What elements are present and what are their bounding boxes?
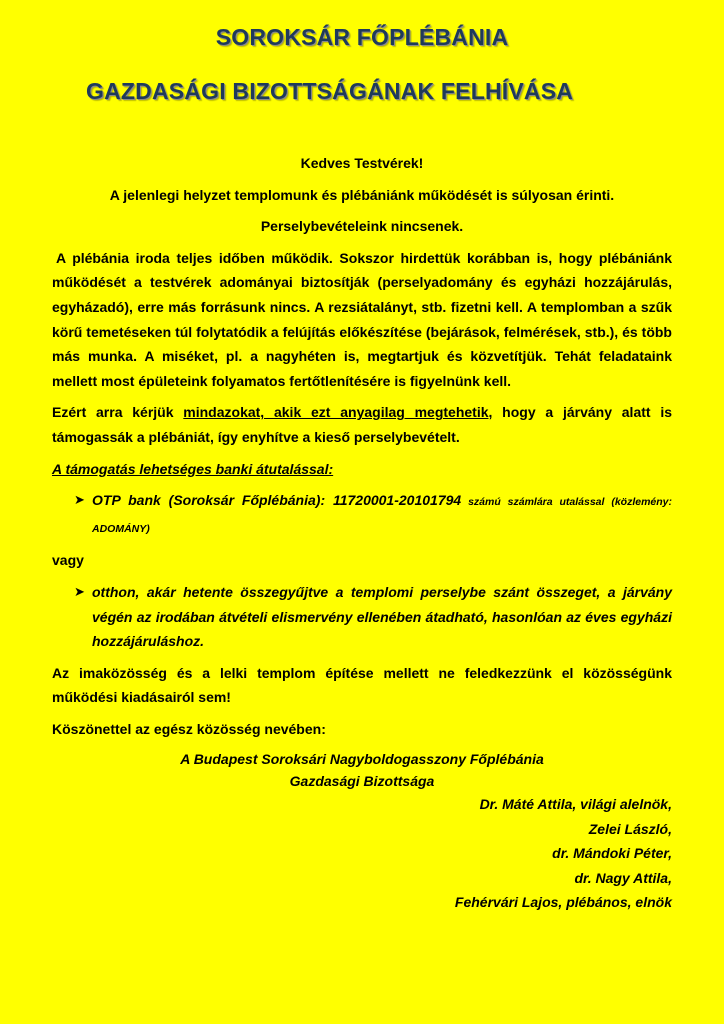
- option1-suffix: számú számlára utalással (közlemény: ADOMÁNY): [92, 496, 673, 535]
- signature-organization: [52, 748, 672, 792]
- option2-text: otthon, akár hetente összegyűjtve a templomi perselybe szánt összeget, a járvány végén az irodában átvételi elismervény ellenében átadható, hasonlóan az éves egyházi hozzájáruláshoz.: [92, 583, 672, 650]
- signatory-name: Fehérvári Lajos, plébános, elnök: [454, 894, 672, 911]
- closing-note: Az imaközösség és a lelki templom építése mellett ne feledkezzünk el közösségünk működési kiadásairól sem!: [52, 664, 672, 706]
- title-line-1: SOROKSÁR FŐPLÉBÁNIA: [215, 24, 509, 50]
- request-after: , hogy a járvány alatt is támogassák a plébániát, így enyhítve a kieső perselybevételt.: [52, 404, 673, 445]
- request-before: Ezért arra kérjük: [52, 404, 184, 421]
- paragraph-request: [52, 400, 672, 449]
- option-bank-transfer: [52, 488, 672, 541]
- title-line-2: GAZDASÁGI BIZOTTSÁGÁNAK FELHÍVÁSA: [86, 78, 574, 104]
- signatory-name: dr. Mándoki Péter,: [552, 845, 672, 862]
- greeting: Kedves Testvérek!: [300, 155, 424, 171]
- request-underlined: mindazokat, akik ezt anyagilag megtehetik: [183, 404, 489, 421]
- arrowhead-bullet-icon: ➤: [74, 492, 85, 508]
- org-line-2: Gazdasági Bizottsága: [289, 773, 435, 790]
- org-line-1: A Budapest Soroksári Nagyboldogasszony Főplébánia: [180, 751, 544, 768]
- letter-body: [52, 151, 672, 915]
- support-heading: A támogatás lehetséges banki átutalással:: [52, 460, 334, 477]
- no-income-sentence: Perselybevételeink nincsenek.: [260, 218, 464, 235]
- paragraph-office: A plébánia iroda teljes időben működik. Sokszor hirdettük korábban is, hogy plébániánk működését a testvérek adományai biztosítják (perselyadomány és egyházi hozzájárulás, egyházadó), erre más forrásunk nincs. A rezsiátalányt, stb. fizetni kell. A templomban a szűk körű temetéseken túl folytatódik a felújítás előkészítése (bejárások, felmérések, stb.), és több más munka. A miséket, pl. a nagyhéten is, megtartjuk és közvetítjük. Tehát feladataink mellett most épületeink folyamatos fertőtlenítésére is figyelnünk kell.: [52, 249, 672, 389]
- situation-sentence: A jelenlegi helyzet templomunk és plébániánk működését is súlyosan érinti.: [109, 186, 615, 203]
- signatory-name: Dr. Máté Attila, világi alelnök,: [479, 796, 672, 813]
- or-word: vagy: [52, 552, 84, 569]
- option-home-collection: [52, 580, 672, 654]
- signatory-name: Zelei László,: [588, 820, 672, 837]
- thanks-line: Köszönettel az egész közösség nevében:: [52, 720, 326, 737]
- signatory-name: dr. Nagy Attila,: [574, 869, 672, 886]
- arrowhead-bullet-icon: ➤: [74, 583, 85, 599]
- option1-main: OTP bank (Soroksár Főplébánia): 11720001-20101794: [92, 492, 462, 509]
- signature-names: [52, 792, 672, 915]
